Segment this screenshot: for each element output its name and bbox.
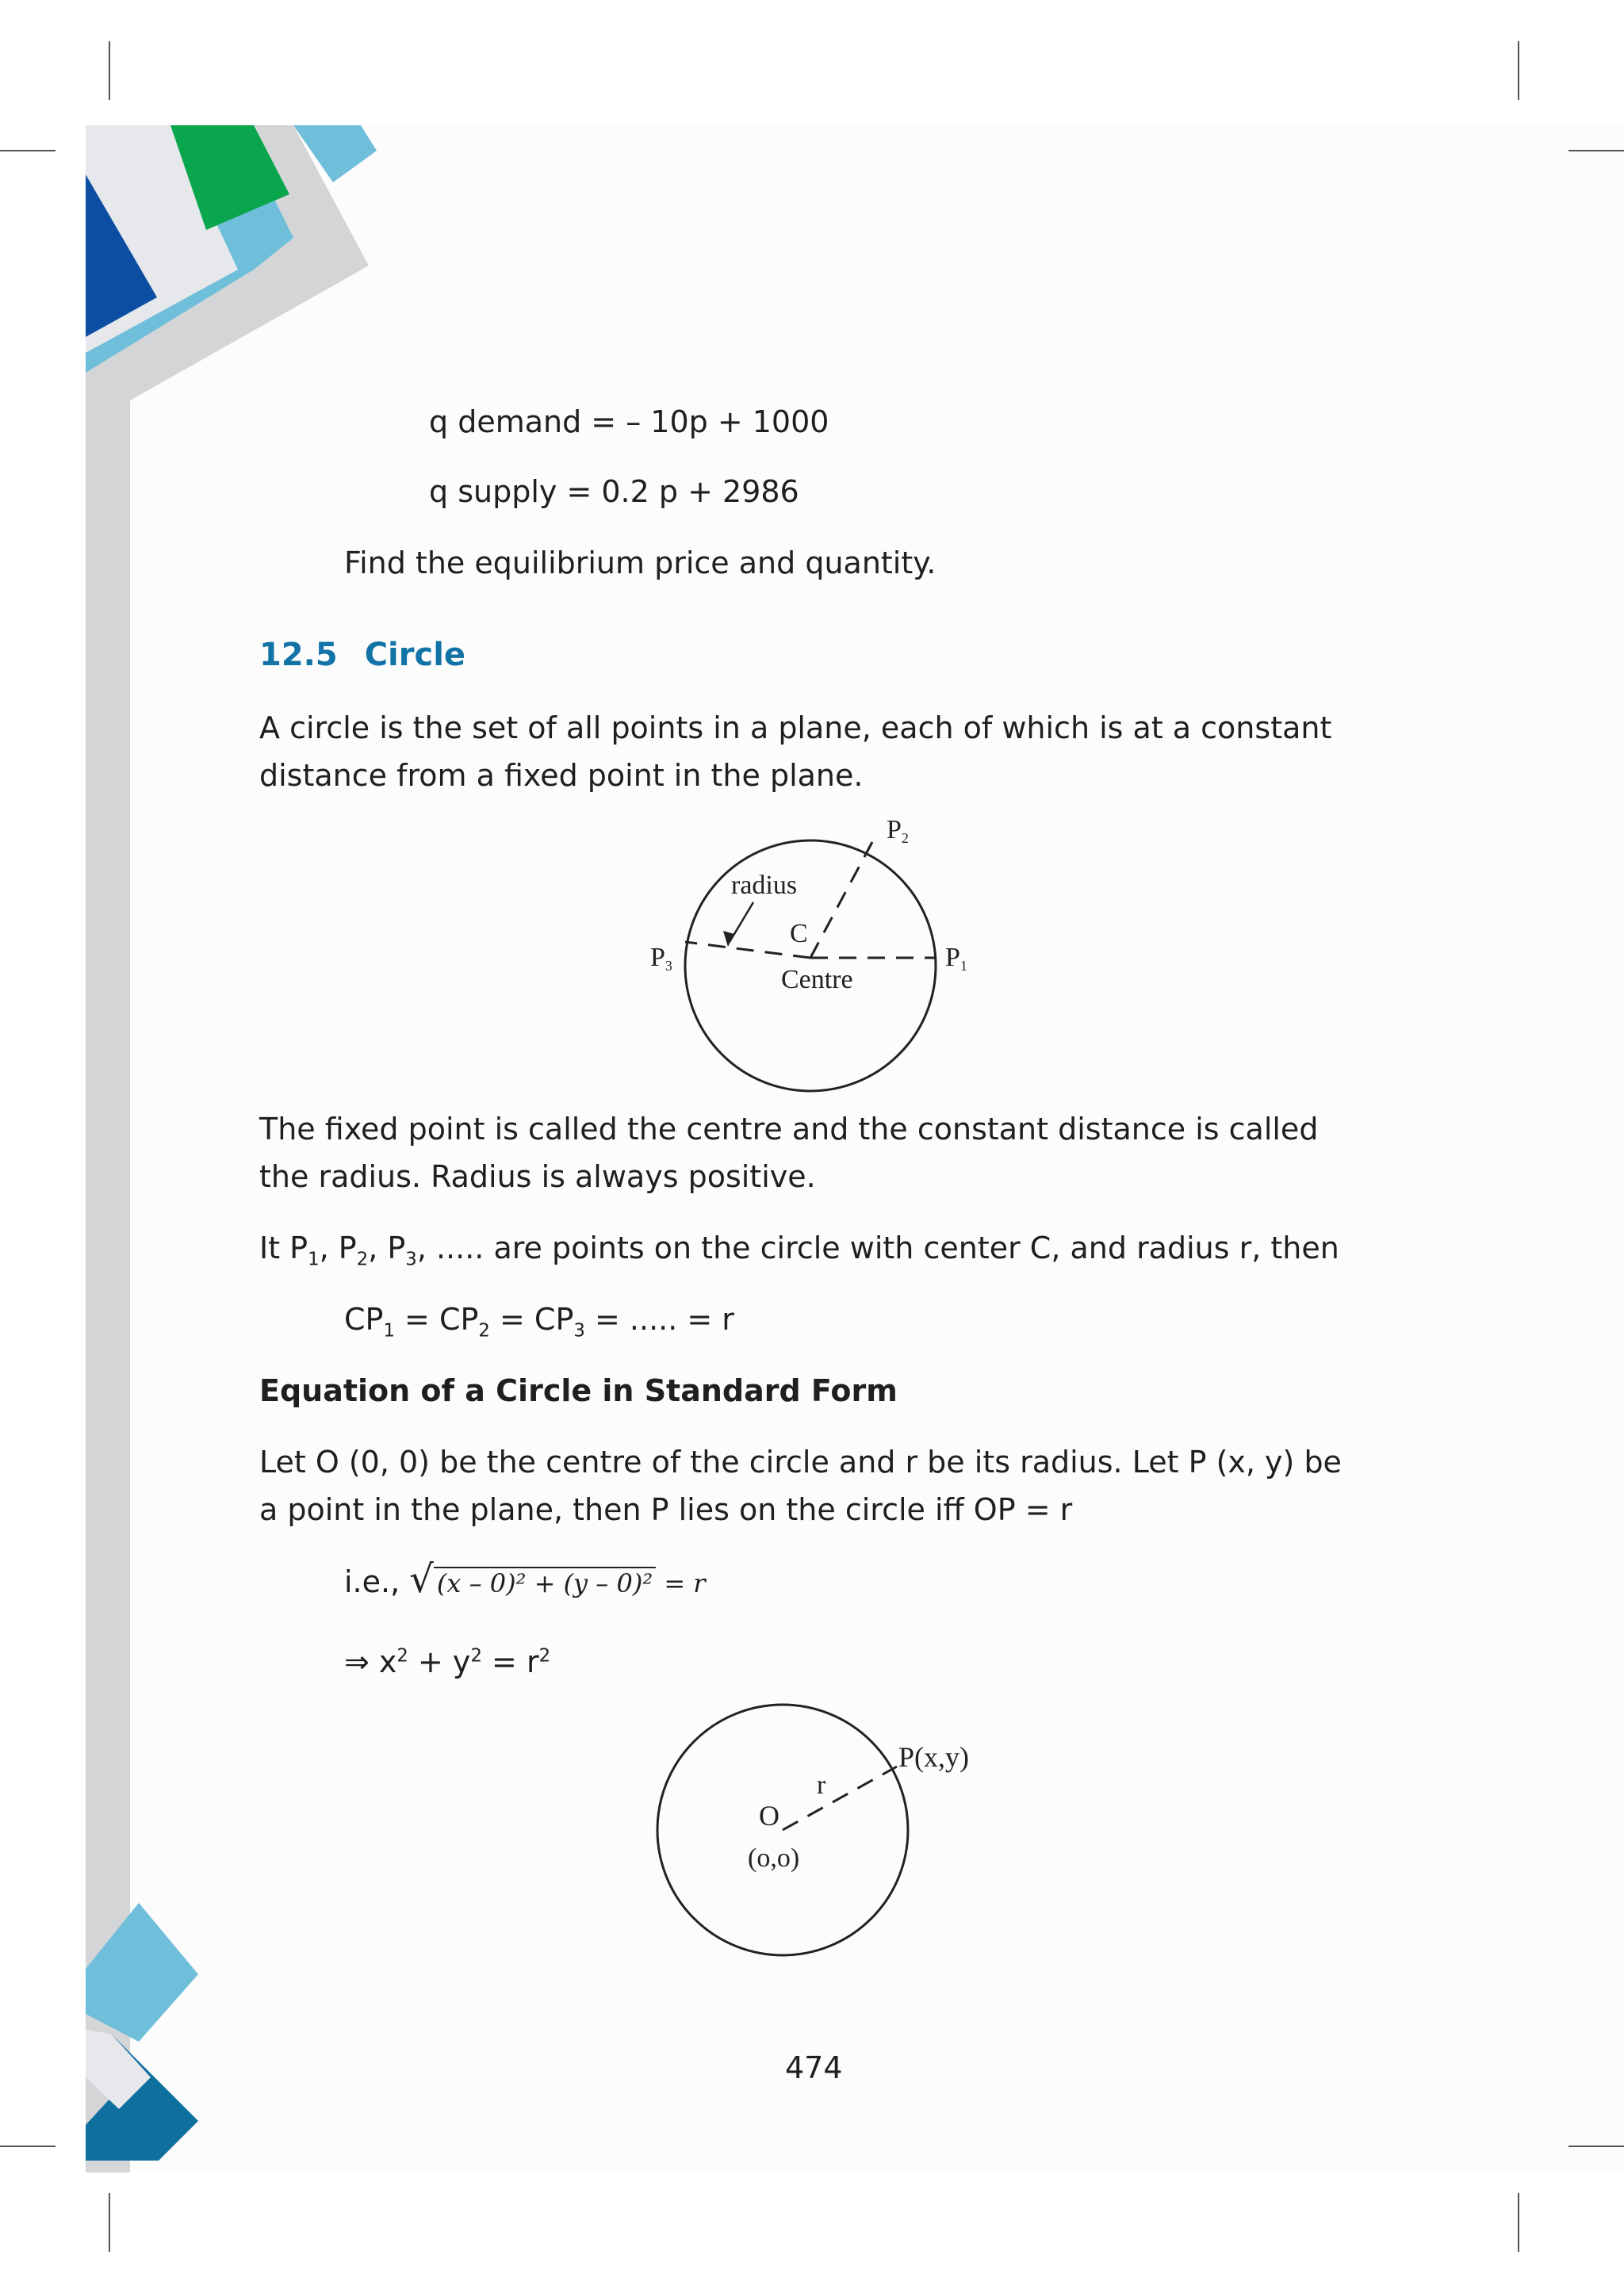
- origin-circle-diagram: [646, 1697, 1003, 1966]
- centre-label: Centre: [781, 965, 853, 994]
- radius-to-p2: [810, 842, 872, 958]
- ie-prefix: i.e.,: [344, 1564, 410, 1599]
- origin-coords: (o,o): [748, 1843, 800, 1873]
- left-grey-stripe: [86, 125, 130, 2172]
- sqrt-radicand: (x – 0)² + (y – 0)²: [434, 1567, 656, 1598]
- page-number: 474: [785, 2050, 843, 2085]
- sqrt-symbol: √: [409, 1557, 434, 1602]
- ie-equation: [344, 1556, 706, 1607]
- points-statement: It $P_1$, $P_2$, $P_3$, ..... are points on the circle with center C, and radius r, then: [259, 1231, 1339, 1270]
- crop-mark: [1568, 150, 1624, 151]
- origin-letter: O: [759, 1800, 779, 1832]
- section-title: Circle: [364, 637, 466, 673]
- section-heading: [259, 631, 465, 679]
- implies-equation: ⇒ $x^2 + y^2 = r^2$: [344, 1644, 551, 1679]
- exercise-instruction: Find the equilibrium price and quantity.: [344, 545, 936, 580]
- radius-arrow-head: [723, 931, 734, 947]
- radius-label: radius: [731, 871, 798, 900]
- demand-equation: q demand = – 10p + 1000: [429, 404, 829, 439]
- centre-letter: C: [790, 919, 808, 948]
- equal-distances-equation: $CP_1 = CP_2 = CP_3$ = ..... = r: [344, 1302, 734, 1342]
- supply-equation: q supply = 0.2 p + 2986: [429, 474, 799, 509]
- p2-label: P2: [887, 815, 909, 846]
- crop-mark: [1518, 41, 1519, 100]
- p3-label: P3: [650, 943, 672, 974]
- section-number: 12.5: [259, 637, 338, 673]
- circle-definition: A circle is the set of all points in a plane, each of which is at a constant distance from a fixed point in the plane.: [259, 710, 1332, 793]
- centre-radius-paragraph: The fixed point is called the centre and the constant distance is called the radius. Radius is always positive.: [259, 1112, 1319, 1194]
- ie-rhs: = r: [656, 1568, 706, 1598]
- origin-radius: [783, 1767, 897, 1830]
- p1-label: P1: [945, 943, 967, 974]
- point-label: P(x,y): [898, 1741, 969, 1773]
- standard-form-subheading: Equation of a Circle in Standard Form: [259, 1373, 898, 1408]
- r-label: r: [817, 1770, 826, 1800]
- circle-diagram: [634, 801, 991, 1094]
- standard-form-paragraph: Let O (0, 0) be the centre of the circle and r be its radius. Let P (x, y) be a point in the plane, then P lies on the circle iff OP = r: [259, 1445, 1342, 1527]
- crop-mark: [1518, 2193, 1519, 2252]
- crop-mark: [1568, 2146, 1624, 2147]
